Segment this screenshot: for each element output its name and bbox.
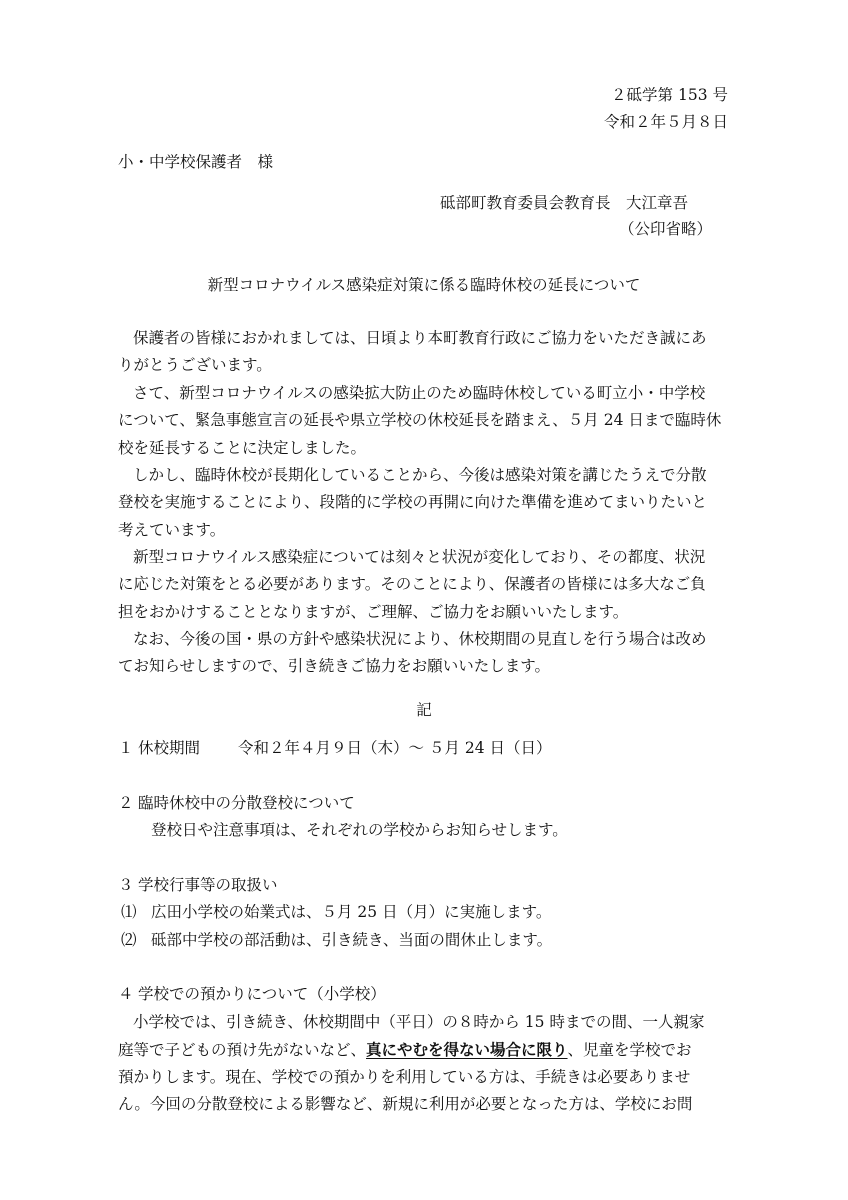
item3-number: ３ [118, 876, 134, 894]
body-line: について、緊急事態宣言の延長や県立学校の休校延長を踏まえ、５月 24 日まで臨時休 [118, 411, 722, 429]
sender-name: 砥部町教育委員会教育長 大江章吾 [440, 194, 689, 212]
item2-number: ２ [118, 794, 134, 812]
body-line: しかし、臨時休校が長期化していることから、今後は感染対策を講じたうえで分散 [133, 466, 707, 484]
item4-line-emphasis [118, 1042, 692, 1059]
body-line: 校を延長することに決定しました。 [118, 439, 367, 457]
item4-line: 小学校では、引き続き、休校期間中（平日）の８時から 15 時までの間、一人親家 [133, 1013, 705, 1031]
item3-sub1-number: ⑴ [121, 903, 137, 921]
body-line: 保護者の皆様におかれましては、日頃より本町教育行政にご協力をいただき誠にあ [133, 329, 707, 347]
item4-line: 預かりします。現在、学校での預かりを利用している方は、手続きは必要ありませ [118, 1068, 691, 1086]
body-line: なお、今後の国・県の方針や感染状況により、休校期間の見直しを行う場合は改め [133, 630, 707, 648]
item2-label: 臨時休校中の分散登校について [138, 794, 355, 812]
doc-date: 令和２年５月８日 [603, 113, 728, 131]
item3-sub2: 砥部中学校の部活動は、引き続き、当面の間休止します。 [151, 931, 553, 949]
item4-line2-post: 、児童を学校でお [567, 1041, 692, 1059]
body-line: りがとうございます。 [118, 356, 272, 374]
item3-label: 学校行事等の取扱い [138, 876, 278, 894]
body-line: 登校を実施することにより、段階的に学校の再開に向けた準備を進めてまいりたいと [118, 493, 708, 511]
item3-sub2-number: ⑵ [121, 931, 137, 949]
doc-number: ２砥学第 153 号 [611, 86, 728, 104]
body-line: 考えています。 [118, 521, 226, 539]
item3-sub1: 広田小学校の始業式は、５月 25 日（月）に実施します。 [151, 903, 552, 921]
seal-note: （公印省略） [619, 220, 713, 238]
item4-line: ん。今回の分散登校による影響など、新規に利用が必要となった方は、学校にお問 [118, 1095, 693, 1113]
ki-heading: 記 [416, 701, 432, 719]
item1-value: 令和２年４月９日（木）～ ５月 24 日（日） [238, 739, 552, 757]
document-title: 新型コロナウイルス感染症対策に係る臨時休校の延長について [207, 276, 641, 294]
item4-line2-underlined: 真にやむを得ない場合に限り [366, 1040, 568, 1059]
addressee: 小・中学校保護者 様 [118, 153, 274, 171]
item4-label: 学校での預かりについて（小学校） [138, 985, 386, 1003]
body-line: てお知らせしますので、引き続きご協力をお願いいたします。 [118, 657, 550, 675]
body-line: 担をおかけすることとなりますが、ご理解、ご協力をお願いいたします。 [118, 603, 629, 621]
item1-number: １ [118, 739, 134, 757]
item4-number: ４ [118, 985, 134, 1003]
item2-detail: 登校日や注意事項は、それぞれの学校からお知らせします。 [151, 821, 568, 839]
body-line: さて、新型コロナウイルスの感染拡大防止のため臨時休校している町立小・中学校 [133, 384, 706, 402]
body-line: に応じた対策をとる必要があります。そのことにより、保護者の皆様には多大なご負 [118, 575, 706, 593]
item4-line2-pre: 庭等で子どもの預け先がないなど、 [118, 1041, 367, 1059]
item1-label: 休校期間 [138, 739, 201, 757]
body-line: 新型コロナウイルス感染症については刻々と状況が変化しており、その都度、状況 [133, 548, 706, 566]
